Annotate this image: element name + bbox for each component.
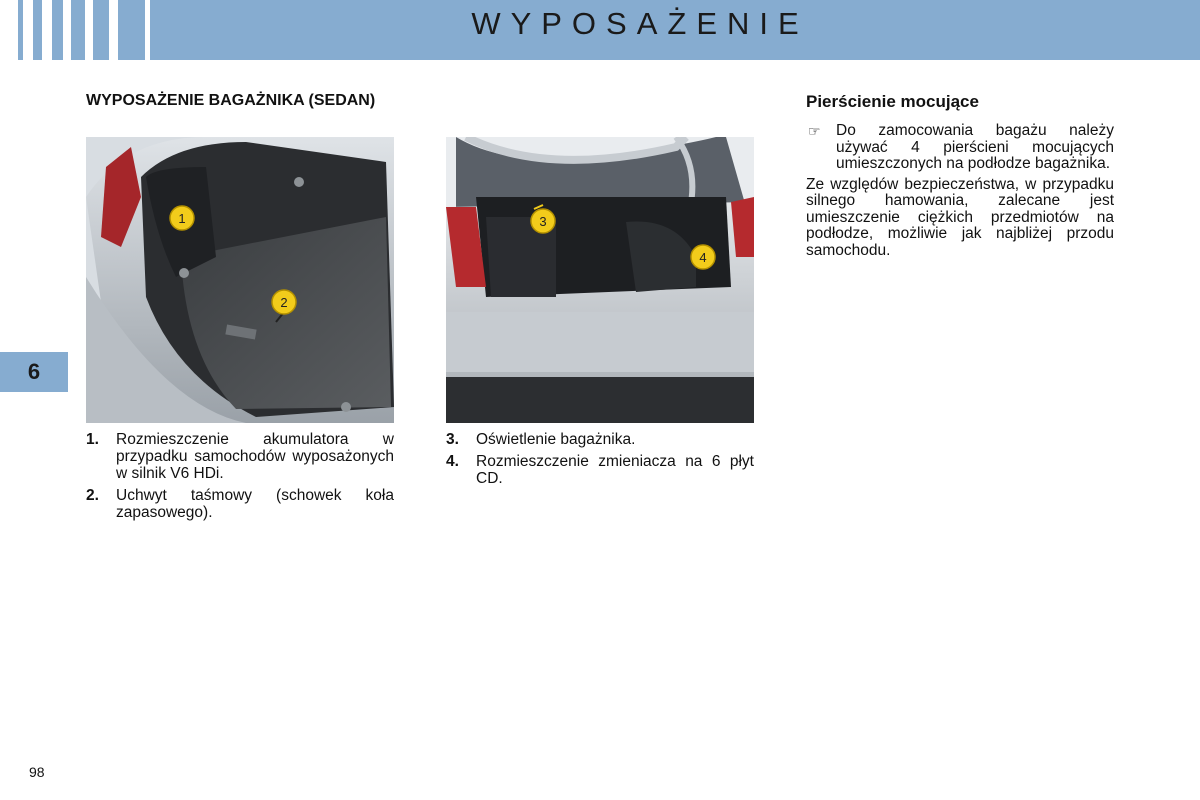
side-heading: Pierścienie mocujące	[806, 92, 979, 111]
page-header	[0, 0, 1200, 60]
svg-text:4: 4	[699, 250, 707, 265]
trunk-interior-photo	[86, 137, 394, 423]
legend-item-1	[86, 431, 394, 482]
section-heading: WYPOSAŻENIE BAGAŻNIKA (SEDAN)	[86, 92, 376, 109]
bullet-item	[806, 123, 1114, 173]
svg-text:1: 1	[178, 211, 186, 226]
legend-text: Rozmieszczenie akumulatora w przypadku samochodów wyposażonych w silnik V6 HDi.	[116, 431, 394, 482]
svg-text:2: 2	[280, 295, 288, 310]
legend-text: Oświetlenie bagażnika.	[476, 431, 636, 448]
legend-text: Uchwyt taśmowy (schowek koła zapasowego).	[116, 487, 394, 521]
legend-text: Rozmieszczenie zmieniacza na 6 płyt CD.	[476, 453, 754, 487]
svg-text:3: 3	[539, 214, 547, 229]
chapter-tab: 6	[0, 352, 68, 392]
legend-item-3	[446, 431, 754, 448]
legend-left	[86, 431, 394, 526]
safety-paragraph: Ze względów bezpieczeństwa, w przypadku silnego hamowania, zalecane jest umieszczenie ciężkich przedmiotów na podłodze, możliwie jak najbliżej przodu samochodu.	[806, 175, 1114, 259]
legend-number: 3.	[446, 431, 459, 448]
legend-number: 4.	[446, 453, 459, 470]
marker-1	[170, 206, 194, 230]
page-title: WYPOSAŻENIE	[471, 6, 809, 41]
bullet-text: Do zamocowania bagażu należy używać 4 pierścieni mocujących umieszczonych na podłodze bagażnika.	[836, 122, 1114, 172]
pointing-hand-icon: ☞	[808, 123, 821, 139]
legend-number: 2.	[86, 487, 99, 504]
legend-number: 1.	[86, 431, 99, 448]
page-number: 98	[29, 764, 45, 780]
legend-item-2	[86, 487, 394, 521]
side-text	[806, 123, 1114, 259]
legend-item-4	[446, 453, 754, 487]
trunk-rear-photo	[446, 137, 754, 423]
marker-4	[691, 245, 715, 269]
legend-right	[446, 431, 754, 492]
